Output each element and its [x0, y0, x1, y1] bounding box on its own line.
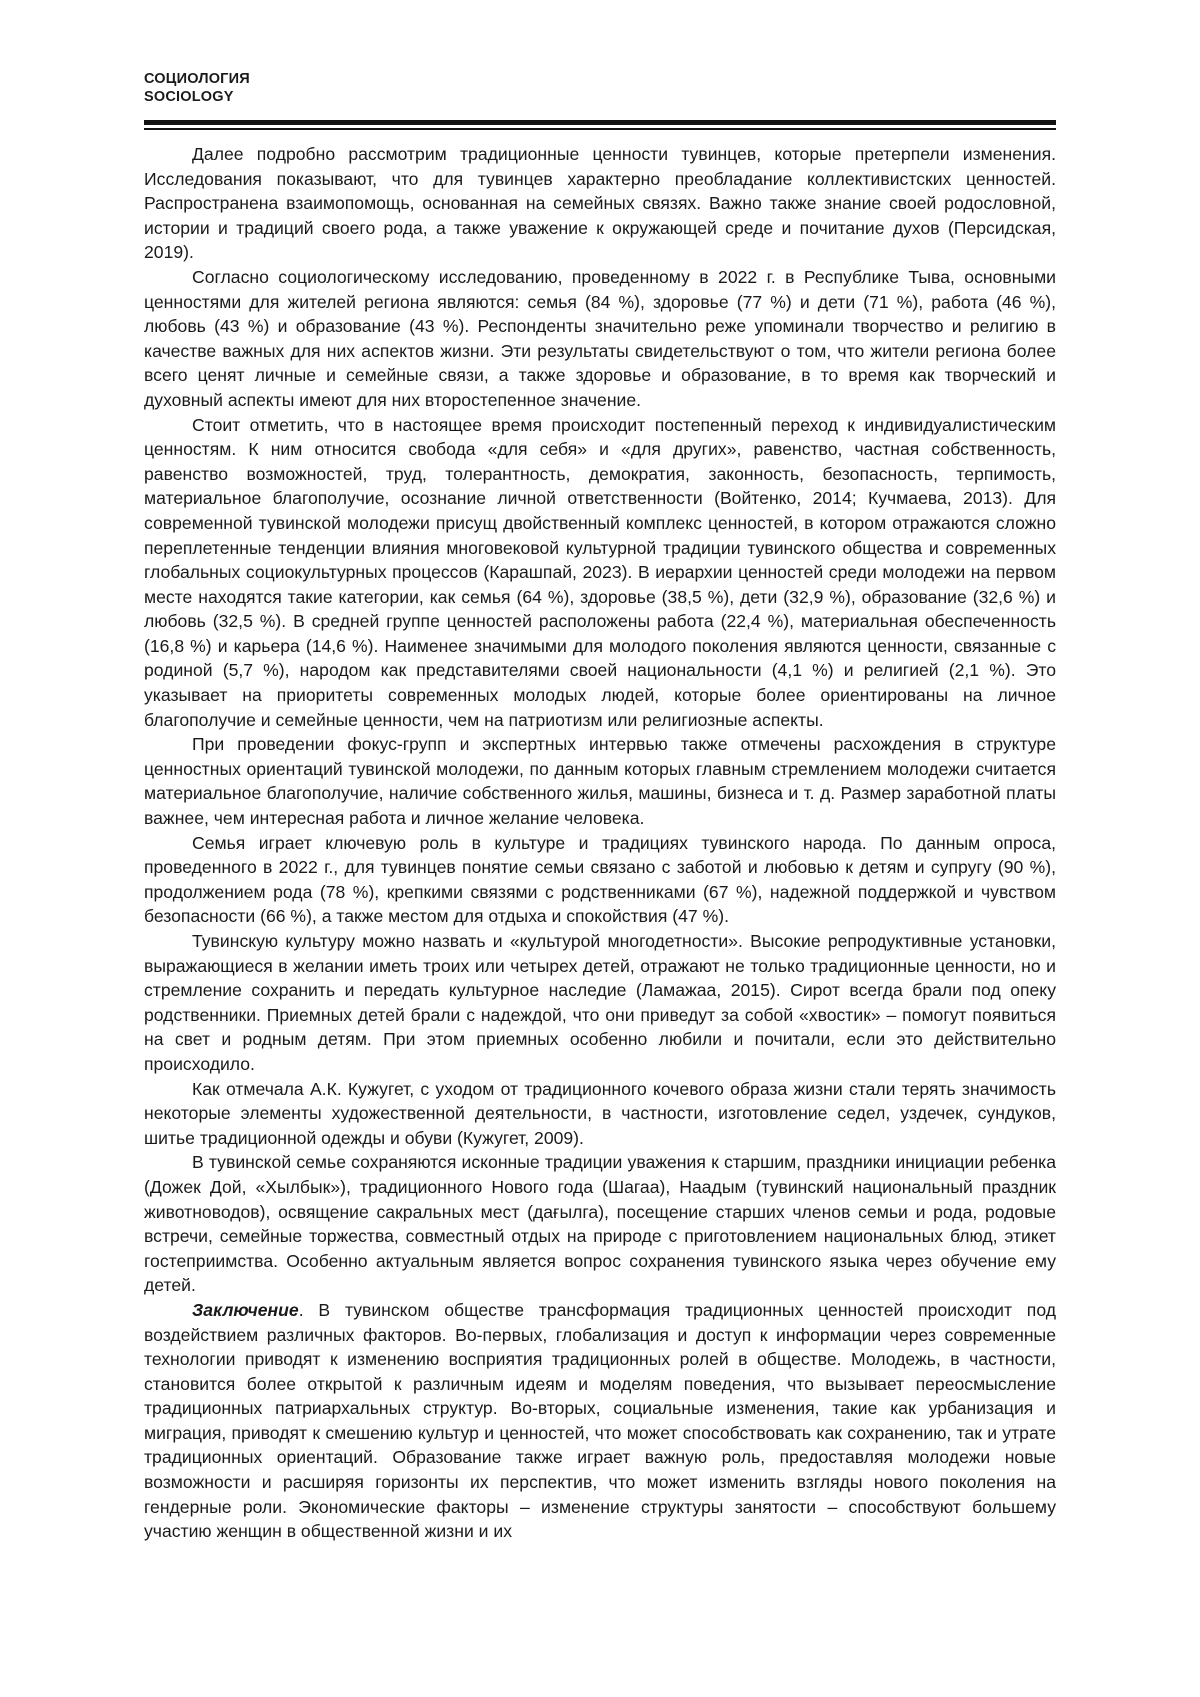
paragraph-4: При проведении фокус-групп и экспертных интервью также отмечены расхождения в структуре ценностных ориентаций тувинской молодежи, по данным которых главным стремлением молодежи считается материальное благополучие, наличие собственного жилья, машины, бизнеса и т. д. Размер заработной платы важнее, чем интересная работа и личное желание человека. — [144, 734, 1056, 829]
running-head — [144, 70, 250, 106]
conclusion-heading: Заключение — [192, 1299, 299, 1320]
paragraph-3: Стоит отметить, что в настоящее время происходит постепенный переход к индивидуалистическим ценностям. К ним относится свобода «для себя» и «для других», равенство, частная собственность, равенство возможностей, труд, толерантность, демократия, законность, безопасность, терпимость, материальное благополучие, осознание личной ответственности (Войтенко, 2014; Кучмаева, 2013). Для современной тувинской молодежи присущ двойственный комплекс ценностей, в котором отражаются сложно переплетенные тенденции влияния многовековой культурной традиции тувинского общества и современных глобальных социокультурных процессов (Карашпай, 2023). В иерархии ценностей среди молодежи на первом месте находятся такие категории, как семья (64 %), здоровье (38,5 %), дети (32,9 %), образование (32,6 %) и любовь (32,5 %). В средней группе ценностей расположены работа (22,4 %), материальная обеспеченность (16,8 %) и карьера (14,6 %). Наименее значимыми для молодого поколения являются ценности, связанные с родиной (5,7 %), народом как представителями своей национальности (4,1 %) и религией (2,1 %). Это указывает на приоритеты современных молодых людей, которые более ориентированы на личное благополучие и семейные ценности, чем на патриотизм или религиозные аспекты. — [144, 414, 1056, 730]
header-rule-thick — [144, 120, 1056, 125]
paragraph-7: Как отмечала А.К. Кужугет, с уходом от традиционного кочевого образа жизни стали терять значимость некоторые элементы художественной деятельности, в частности, изготовление седел, уздечек, сундуков, шитье традиционной одежды и обуви (Кужугет, 2009). — [144, 1078, 1056, 1148]
article-body — [144, 142, 1056, 1544]
conclusion-paragraph — [144, 1298, 1056, 1544]
header-rule-thin — [144, 128, 1056, 130]
paragraph-5: Семья играет ключевую роль в культуре и традициях тувинского народа. По данным опроса, проведенного в 2022 г., для тувинцев понятие семьи связано с заботой и любовью к детям и супругу (90 %), продолжением рода (78 %), крепкими связями с родственниками (67 %), надежной поддержкой и чувством безопасности (66 %), а также местом для отдыха и спокойствия (47 %). — [144, 832, 1056, 927]
paragraph-1: Далее подробно рассмотрим традиционные ценности тувинцев, которые претерпели изменения. Исследования показывают, что для тувинцев характерно преобладание коллективистских ценностей. Распространена взаимопомощь, основанная на семейных связях. Важно также знание своей родословной, истории и традиций своего рода, а также уважение к окружающей среде и почитание духов (Персидская, 2019). — [144, 144, 1056, 263]
paragraph-2: Согласно социологическому исследованию, проведенному в 2022 г. в Республике Тыва, основными ценностями для жителей региона являются: семья (84 %), здоровье (77 %) и дети (71 %), работа (46 %), любовь (43 %) и образование (43 %). Респонденты значительно реже упоминали творчество и религию в качестве важных для них аспектов жизни. Эти результаты свидетельствуют о том, что жители региона более всего ценят личные и семейные связи, а также здоровье и образование, в то время как творческий и духовный аспекты имеют для них второстепенное значение. — [144, 266, 1056, 410]
paragraph-8: В тувинской семье сохраняются исконные традиции уважения к старшим, праздники инициации ребенка (Дожек Дой, «Хылбык»), традиционного Нового года (Шагаа), Наадым (тувинский национальный праздник животноводов), освящение сакральных мест (дағылга), посещение старших членов семьи и рода, родовые встречи, семейные торжества, совместный отдых на природе с приготовлением национальных блюд, этикет гостеприимства. Особенно актуальным является вопрос сохранения тувинского языка через обучение ему детей. — [144, 1152, 1056, 1296]
paragraph-6: Тувинскую культуру можно назвать и «культурой многодетности». Высокие репродуктивные установки, выражающиеся в желании иметь троих или четырех детей, отражают не только традиционные ценности, но и стремление сохранить и передать культурное наследие (Ламажаа, 2015). Сирот всегда брали под опеку родственники. Приемных детей брали с надеждой, что они приведут за собой «хвостик» – помогут появиться на свет и родным детям. При этом приемных особенно любили и почитали, если это действительно происходило. — [144, 931, 1056, 1074]
running-head-ru: СОЦИОЛОГИЯ — [144, 71, 250, 87]
conclusion-text: . В тувинском обществе трансформация традиционных ценностей происходит под воздействием различных факторов. Во-первых, глобализация и доступ к информации через современные технологии приводят к изменению восприятия традиционных ролей в обществе. Молодежь, в частности, становится более открытой к различным идеям и моделям поведения, что вызывает переосмысление традиционных патриархальных структур. Во-вторых, социальные изменения, такие как урбанизация и миграция, приводят к смешению культур и ценностей, что может способствовать как сохранению, так и утрате традиционных ориентаций. Образование также играет важную роль, предоставляя молодежи новые возможности и расширяя горизонты их перспектив, что может изменить взгляды нового поколения на гендерные роли. Экономические факторы – изменение структуры занятости – способствуют большему участию женщин в общественной жизни и их — [144, 1299, 1056, 1542]
running-head-en: SOCIOLOGY — [144, 89, 234, 105]
